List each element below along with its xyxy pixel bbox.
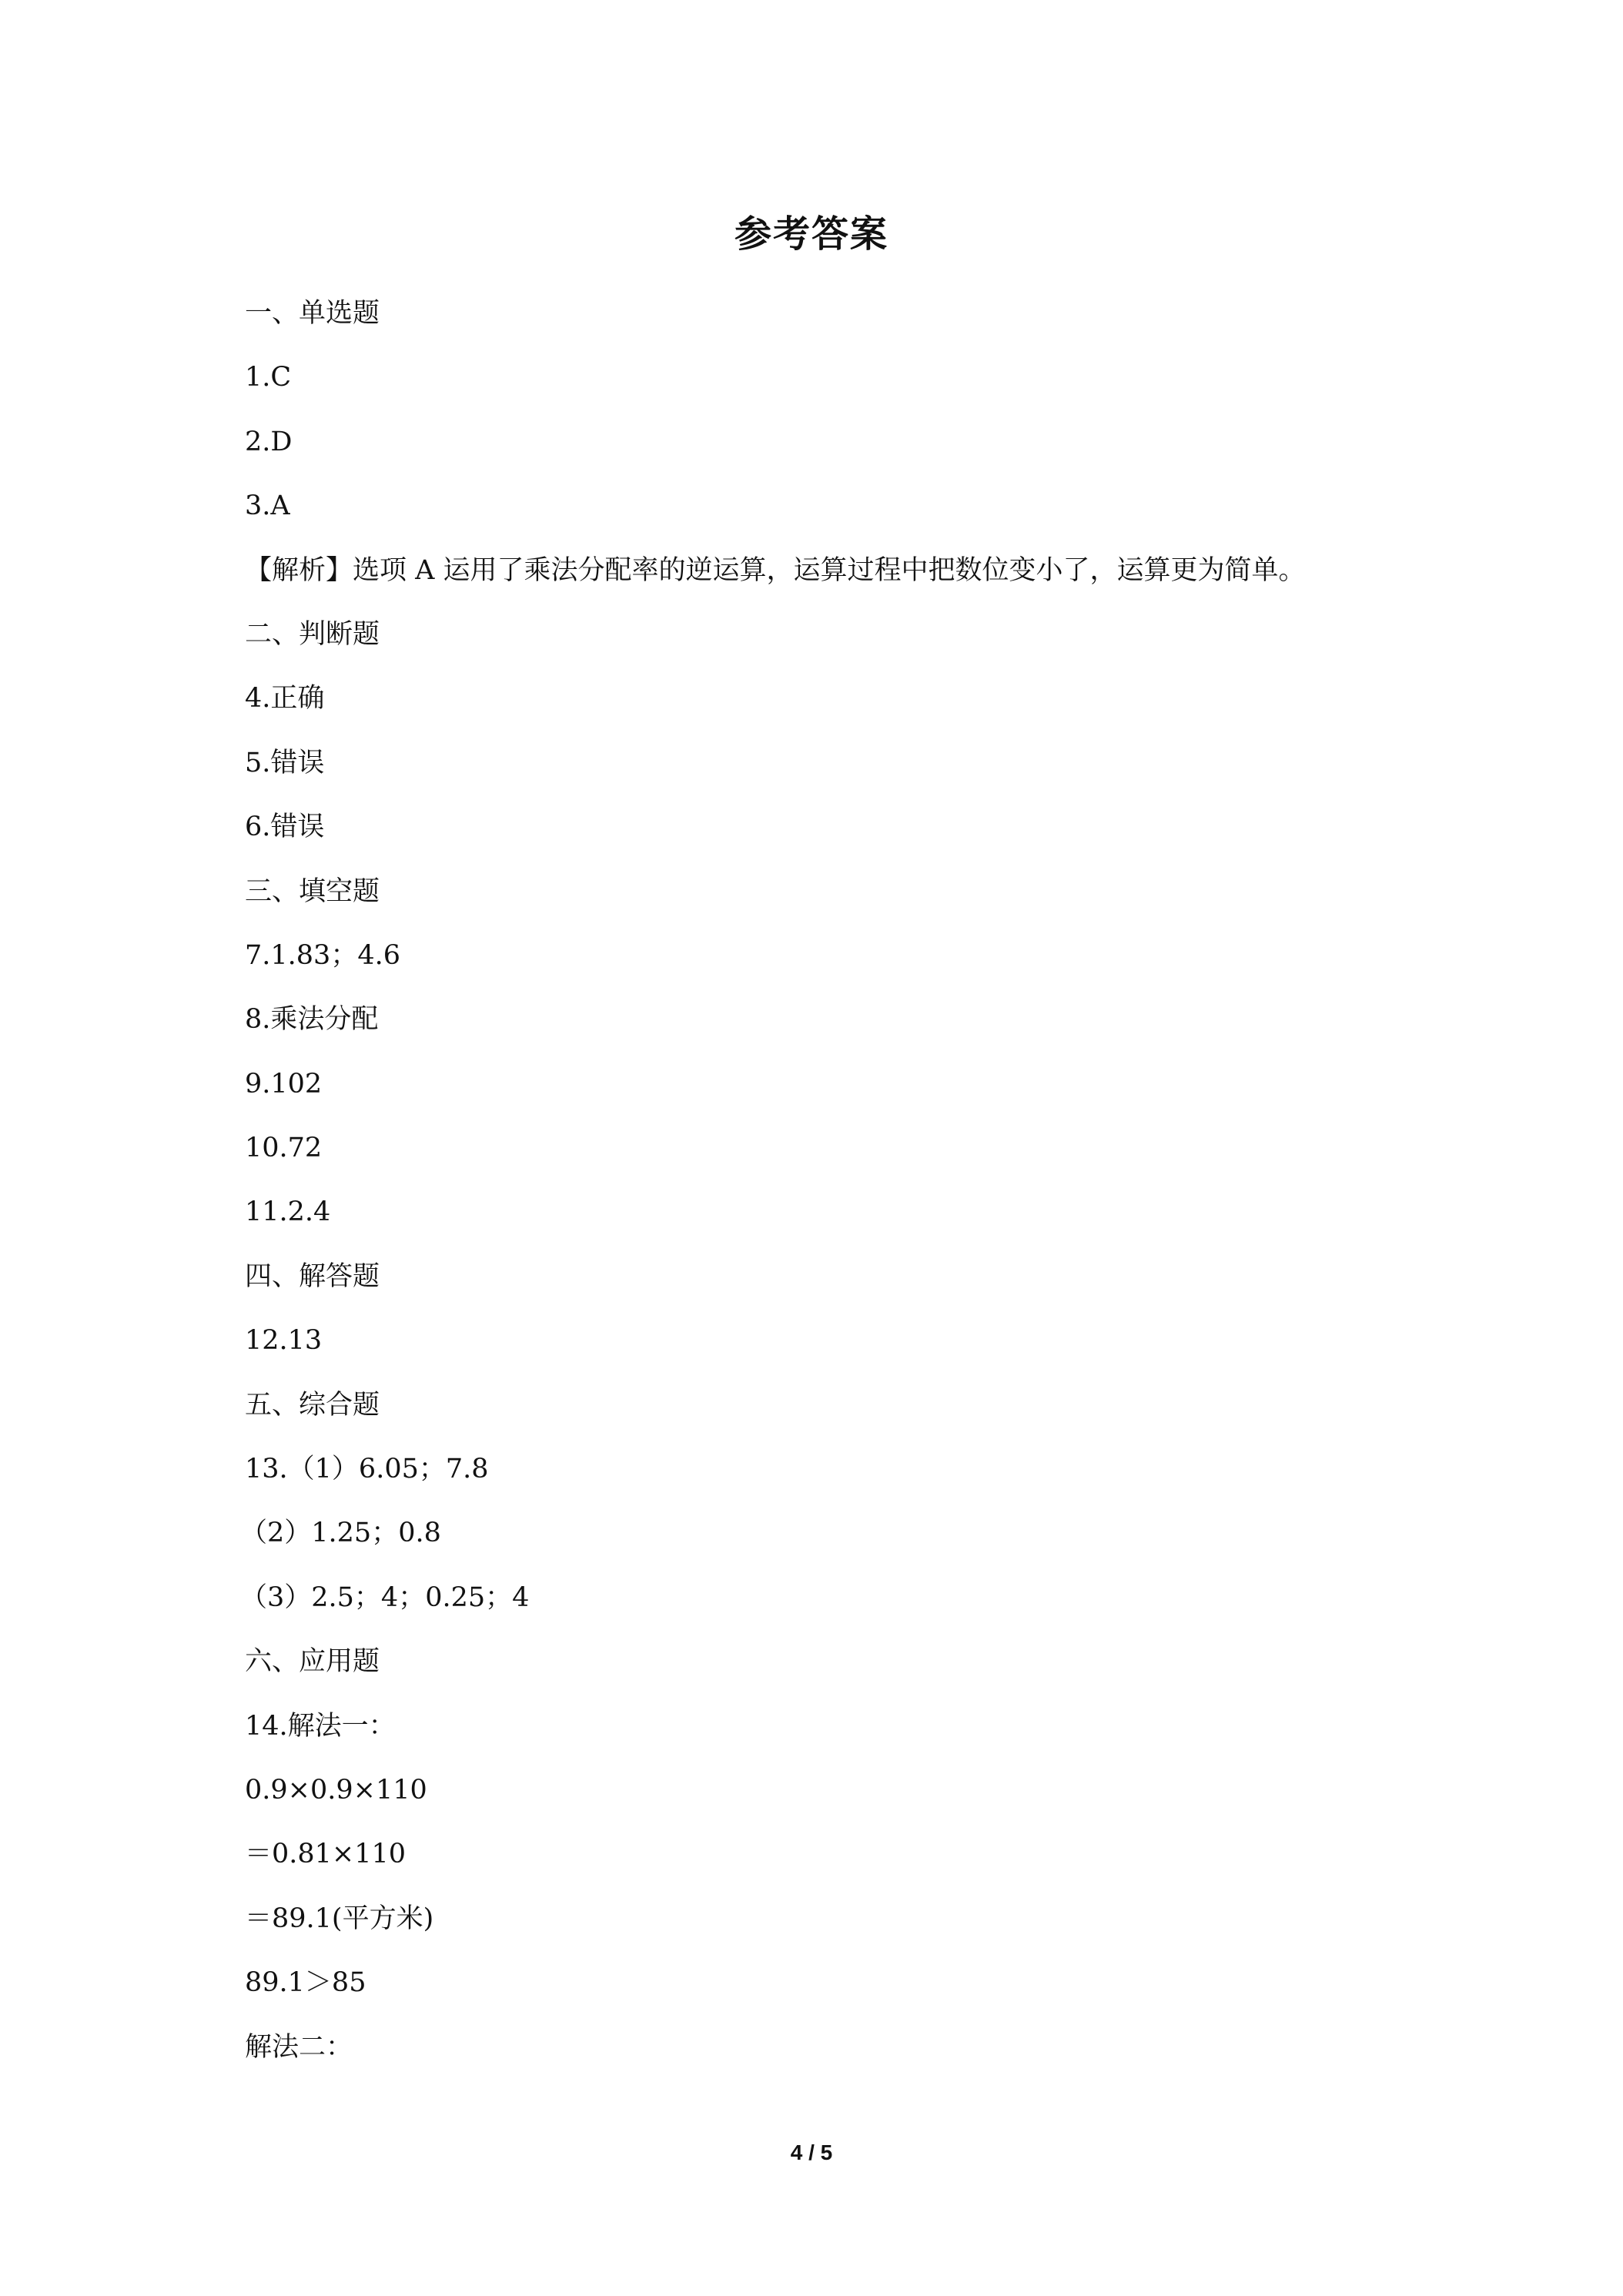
section-heading-comprehensive: 五、综合题 [245, 1389, 380, 1421]
answer-line: 1.C [245, 362, 292, 393]
answer-line: 12.13 [245, 1325, 323, 1357]
answer-line: 11.2.4 [245, 1197, 331, 1228]
answer-line: 4.正确 [245, 683, 325, 715]
calculation-line: 0.9×0.9×110 [245, 1774, 427, 1806]
answer-line: 13.（1）6.05；7.8 [245, 1454, 489, 1485]
section-heading-fill-blank: 三、填空题 [245, 875, 380, 907]
answer-line: 7.1.83；4.6 [245, 939, 400, 971]
answer-line: 8.乘法分配 [245, 1004, 379, 1036]
answer-subline: （3）2.5；4；0.25；4 [240, 1581, 530, 1613]
answer-subline: （2）1.25；0.8 [240, 1518, 441, 1549]
calculation-line: ＝0.81×110 [245, 1839, 407, 1870]
page-title: 参考答案 [734, 213, 888, 256]
page-number: 4 / 5 [790, 2140, 833, 2164]
answer-line: 10.72 [245, 1133, 323, 1164]
answer-line: 6.错误 [245, 812, 325, 843]
answer-line: 14.解法一： [245, 1710, 396, 1742]
answer-line: 5.错误 [245, 747, 325, 778]
comparison-line: 89.1＞85 [245, 1967, 366, 1999]
answer-line: 2.D [245, 426, 293, 457]
section-heading-application: 六、应用题 [245, 1646, 380, 1678]
answer-content [240, 294, 1400, 2092]
section-heading-true-false: 二、判断题 [245, 618, 380, 650]
section-heading-single-choice: 一、单选题 [245, 298, 380, 329]
calculation-line: ＝89.1(平方米) [245, 1903, 434, 1934]
analysis-line: 【解析】选项 A 运用了乘法分配率的逆运算，运算过程中把数位变小了，运算更为简单。 [245, 554, 1306, 586]
answer-line: 解法二： [245, 2031, 353, 2063]
answer-line: 3.A [245, 490, 290, 522]
section-heading-solution: 四、解答题 [245, 1260, 380, 1292]
answer-line: 9.102 [245, 1068, 323, 1099]
